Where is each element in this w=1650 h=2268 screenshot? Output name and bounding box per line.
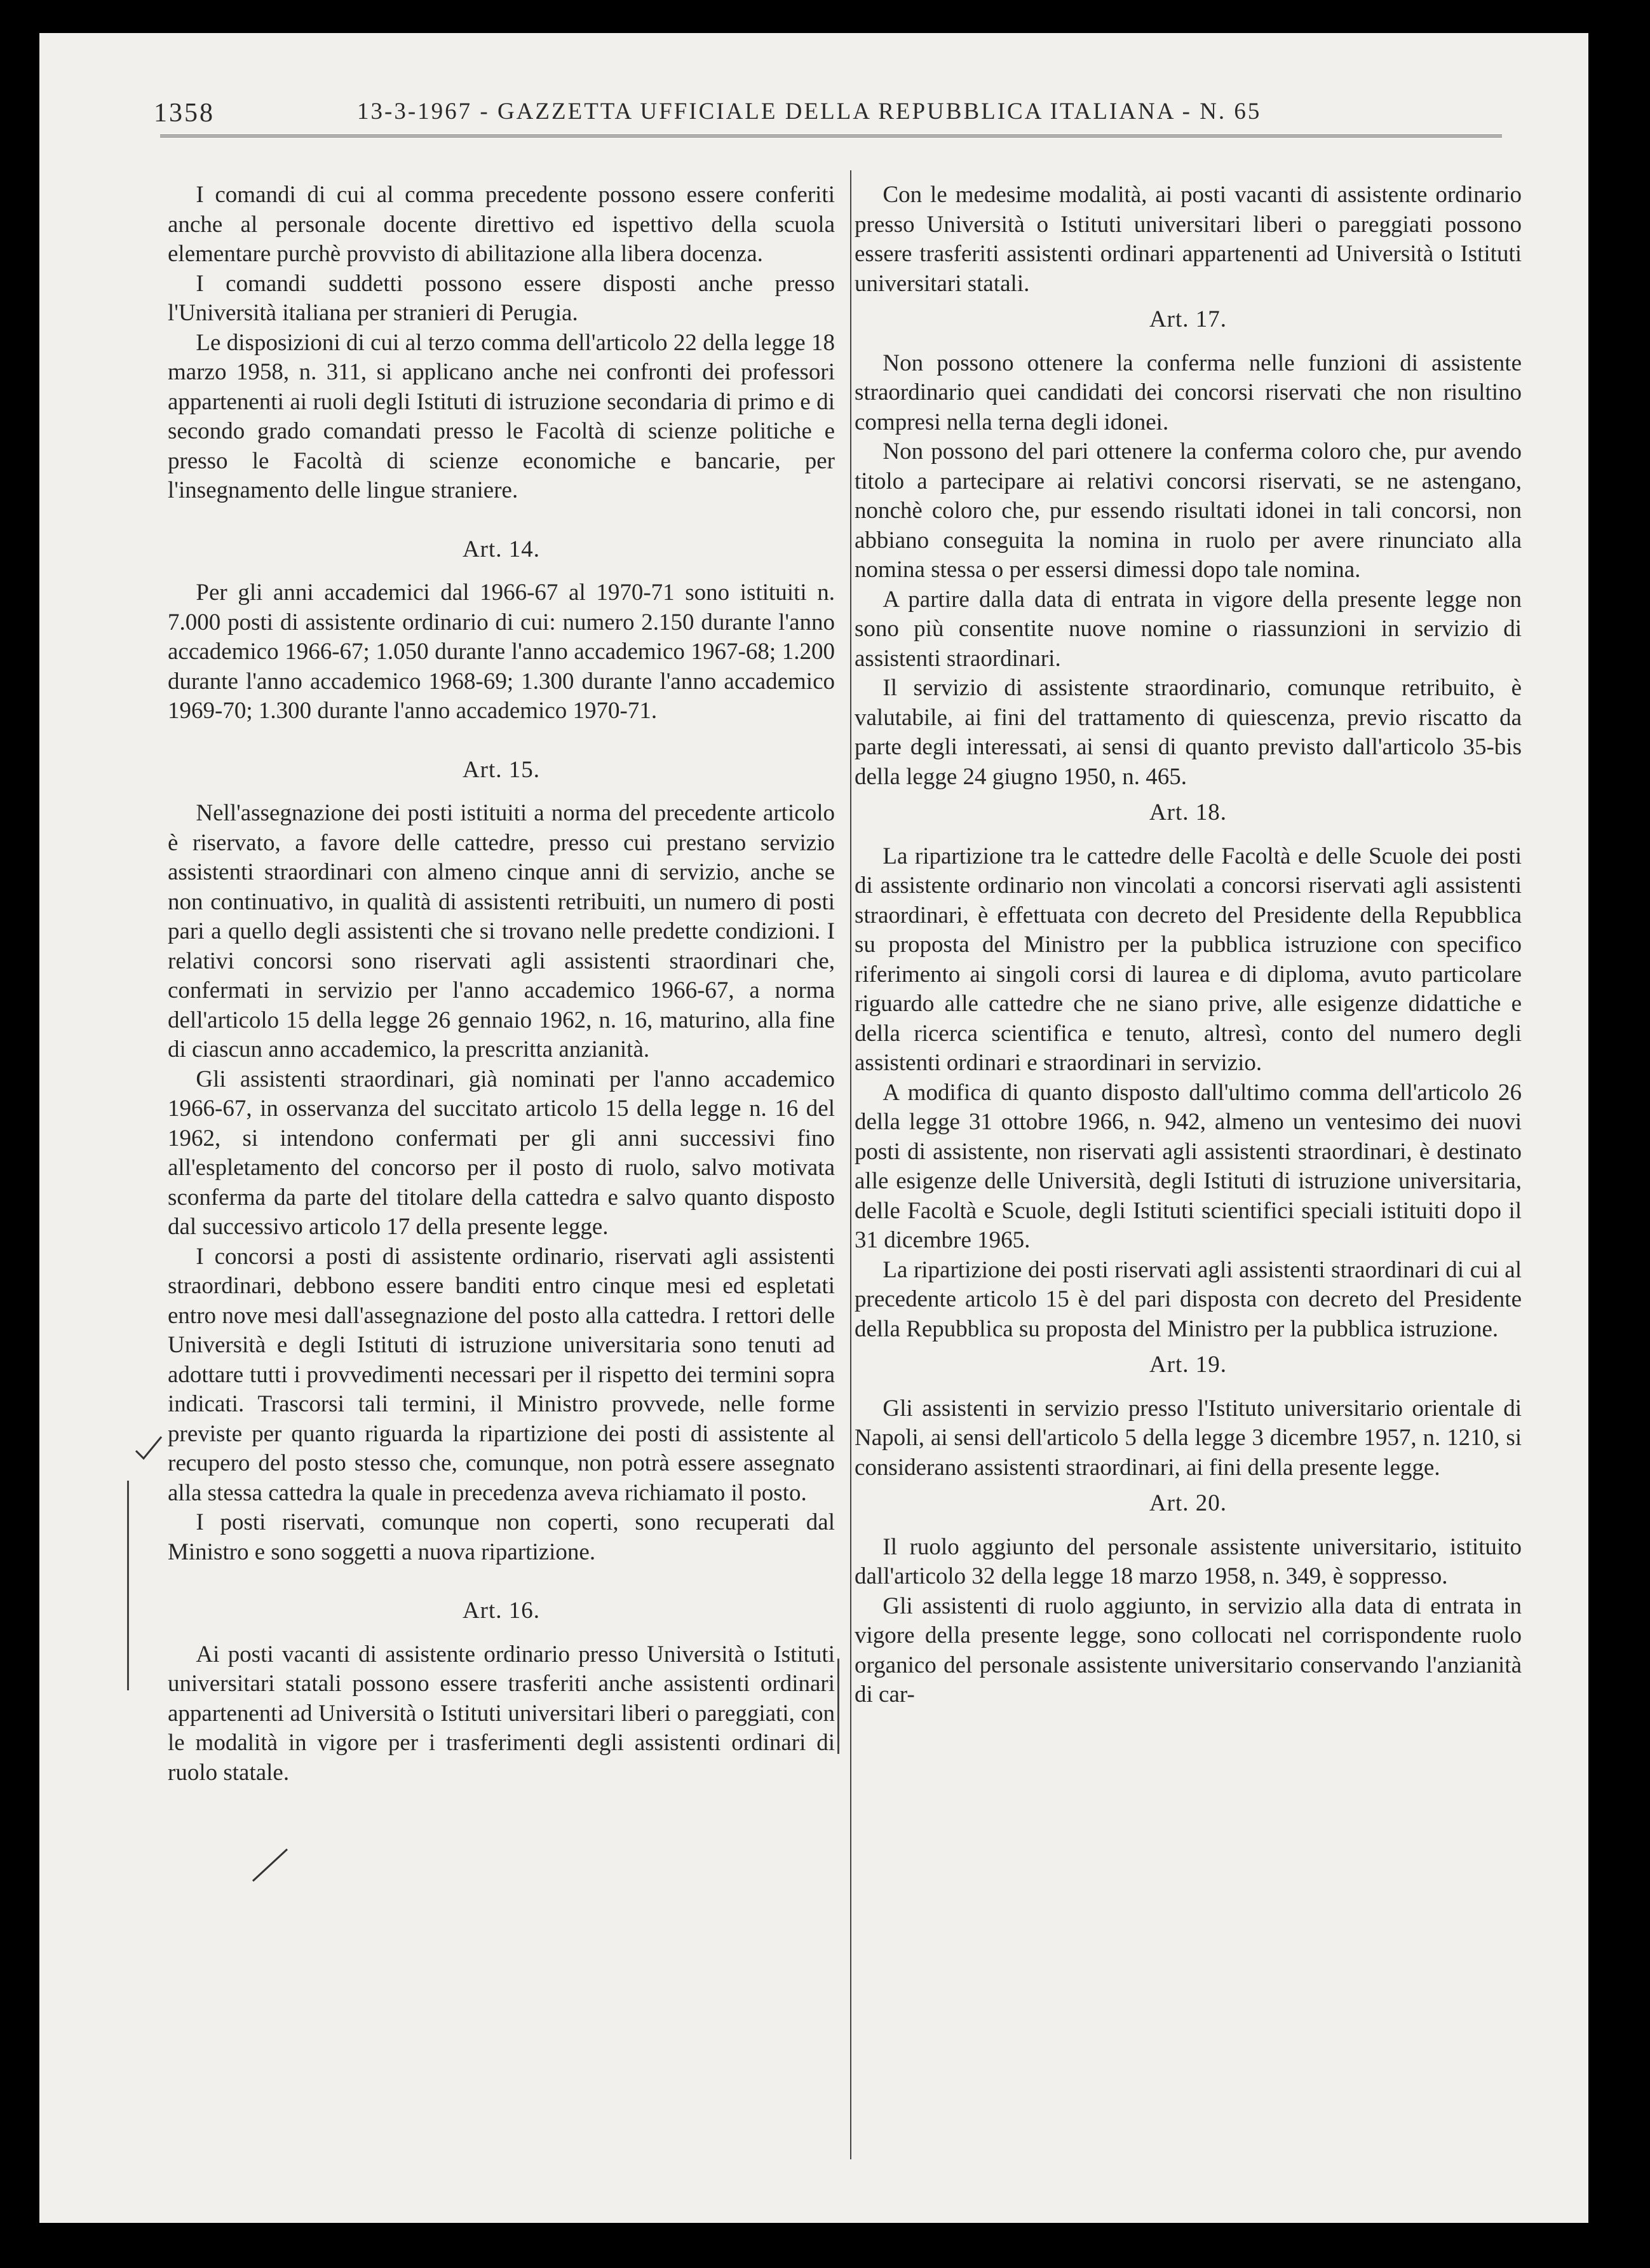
paragraph: A modifica di quanto disposto dall'ultimo comma dell'articolo 26 della legge 31 ottobre 1966, n. 942, almeno un ventesimo dei nuovi posti di assistente, non riservati agli assistenti straordinari, è destinato alle esigenze delle Università, degli Istituti di istruzione universitaria, delle Facoltà e Scuole, degli Istituti scientifici speciali istituiti dopo il 31 dicembre 1965. <box>855 1079 1522 1253</box>
article-heading: Art. 16. <box>462 1598 541 1624</box>
left-column <box>168 180 835 1788</box>
paragraph: La ripartizione dei posti riservati agli assistenti straordinari di cui al precedente articolo 15 è del pari disposta con decreto del Presidente della Repubblica su proposta del Ministro per la pubblica istruzione. <box>855 1256 1522 1342</box>
right-column <box>855 180 1522 1710</box>
annotated-paragraph: I concorsi a posti di assistente ordinario, riservati agli assistenti straordinari, debbono essere banditi entro cinque mesi ed espletati entro nove mesi dall'assegnazione del posto alla cattedra. I rettori delle Università e degli Istituti di istruzione universitaria sono tenuti ad adottare tutti i provvedimenti necessari per il rispetto dei termini sopra indicati. Trascorsi tali termini, il Ministro provvede, nelle forme previste per quanto riguarda la ripartizione dei posti di assistente al recupero del posto stesso che, comunque, non potrà essere assegnato alla stessa cattedra la quale in precedenza aveva richiamato il posto. <box>168 1243 835 1506</box>
paragraph: Gli assistenti straordinari, già nominati per l'anno accademico 1966-67, in osservanza del succitato articolo 15 della legge n. 16 del 1962, si intendono confermati per gli anni successivi fino all'espletamento del concorso per il posto di ruolo, salvo motivata sconferma da parte del titolare della cattedra e salvo quanto disposto dal successivo articolo 17 della presente legge. <box>168 1066 835 1240</box>
paragraph: Non possono ottenere la conferma nelle funzioni di assistente straordinario quei candidati dei concorsi riservati che non risultino compresi nella terna degli idonei. <box>855 350 1522 435</box>
article-heading: Art. 17. <box>1149 306 1227 332</box>
paragraph: Con le medesime modalità, ai posti vacanti di assistente ordinario presso Università o Istituti universitari liberi o pareggiati possono essere trasferiti assistenti ordinari appartenenti ad Università o Istituti universitari statali. <box>855 182 1522 297</box>
margin-bracket <box>837 1659 839 1754</box>
gazette-title: 13-3-1967 - GAZZETTA UFFICIALE DELLA REPUBBLICA ITALIANA - N. 65 <box>357 98 1262 125</box>
paragraph: A partire dalla data di entrata in vigore della presente legge non sono più consentite nuove nomine o riassunzioni in servizio di assistenti straordinari. <box>855 586 1522 672</box>
paragraph: Il ruolo aggiunto del personale assistente universitario, istituito dall'articolo 32 della legge 18 marzo 1958, n. 349, è soppresso. <box>855 1533 1522 1589</box>
page-number: 1358 <box>154 98 215 128</box>
paragraph: I comandi di cui al comma precedente possono essere conferiti anche al personale docente direttivo ed ispettivo della scuola elementare purchè provvisto di abilitazione alla libera docenza. <box>168 182 835 267</box>
slash-mark-icon <box>248 1846 292 1884</box>
article-heading: Art. 14. <box>462 536 541 562</box>
paragraph: I comandi suddetti possono essere disposti anche presso l'Università italiana per stranieri di Perugia. <box>168 270 835 326</box>
column-divider <box>850 170 851 2159</box>
article-heading: Art. 18. <box>1149 799 1227 825</box>
paragraph: Ai posti vacanti di assistente ordinario presso Università o Istituti universitari statali possono essere trasferiti anche assistenti ordinari appartenenti ad Università o Istituti universitari liberi o pareggiati, con le modalità in vigore per i trasferimenti degli assistenti ordinari di ruolo statale. <box>168 1641 835 1786</box>
paragraph: Gli assistenti di ruolo aggiunto, in servizio alla data di entrata in vigore della presente legge, sono collocati nel corrispondente ruolo organico del personale assistente universitario conservando l'anzianità di car- <box>855 1592 1522 1708</box>
check-mark-icon <box>133 1433 165 1465</box>
article-heading: Art. 19. <box>1149 1352 1227 1378</box>
paragraph: Nell'assegnazione dei posti istituiti a norma del precedente articolo è riservato, a favore delle cattedre, presso cui prestano servizio assistenti straordinari con almeno cinque anni di servizio, anche se non continuativo, in qualità di assistenti retribuiti, un numero di posti pari a quello degli assistenti che si trovano nelle predette condizioni. I relativi concorsi sono riservati agli assistenti straordinari che, confermati in servizio per l'anno accademico 1966-67, a norma dell'articolo 15 della legge 26 gennaio 1962, n. 16, maturino, alla fine di ciascun anno accademico, la prescritta anzianità. <box>168 800 835 1063</box>
page-header <box>112 85 1515 136</box>
paragraph: La ripartizione tra le cattedre delle Facoltà e delle Scuole dei posti di assistente ordinario non vincolati a concorsi riservati agli assistenti straordinari, è effettuata con decreto del Presidente della Repubblica su proposta del Ministro per la pubblica istruzione con specifico riferimento ai singoli corsi di laurea e di diploma, avuto particolare riguardo alle cattedre che ne siano prive, alle esigenze didattiche e della ricerca scientifica e tenuto, altresì, conto del numero degli assistenti ordinari e straordinari in servizio. <box>855 843 1522 1076</box>
header-rule <box>160 135 1502 137</box>
paragraph: I posti riservati, comunque non coperti, sono recuperati dal Ministro e sono soggetti a nuova ripartizione. <box>168 1509 835 1565</box>
article-heading: Art. 20. <box>1149 1490 1227 1516</box>
paragraph: Le disposizioni di cui al terzo comma dell'articolo 22 della legge 18 marzo 1958, n. 311, si applicano anche nei confronti dei professori appartenenti ai ruoli degli Istituti di istruzione secondaria di primo e di secondo grado comandati presso le Facoltà di scienze politiche e presso le Facoltà di scienze economiche e bancarie, per l'insegnamento delle lingue straniere. <box>168 329 835 503</box>
paragraph: Il servizio di assistente straordinario, comunque retribuito, è valutabile, ai fini del trattamento di quiescenza, previo riscatto da parte degli interessati, ai sensi di quanto previsto dall'articolo 35-bis della legge 24 giugno 1950, n. 465. <box>855 675 1522 790</box>
paragraph: Gli assistenti in servizio presso l'Istituto universitario orientale di Napoli, ai sensi dell'articolo 5 della legge 3 dicembre 1957, n. 1210, si considerano assistenti straordinari, ai fini della presente legge. <box>855 1395 1522 1481</box>
paragraph: Non possono del pari ottenere la conferma coloro che, pur avendo titolo a partecipare ai relativi concorsi riservati, se ne astengano, nonchè coloro che, pur essendo risultati idonei in tali concorsi, non abbiano conseguita la nomina in ruolo per avere rinunciato alla nomina stessa o per essersi dimessi dopo tale nomina. <box>855 438 1522 583</box>
article-heading: Art. 15. <box>462 756 541 783</box>
paragraph: Per gli anni accademici dal 1966-67 al 1970-71 sono istituiti n. 7.000 posti di assistente ordinario di cui: numero 2.150 durante l'anno accademico 1966-67; 1.050 durante l'anno accademico 1967-68; 1.200 durante l'anno accademico 1968-69; 1.300 durante l'anno accademico 1969-70; 1.300 durante l'anno accademico 1970-71. <box>168 580 835 724</box>
margin-bracket <box>127 1481 129 1690</box>
